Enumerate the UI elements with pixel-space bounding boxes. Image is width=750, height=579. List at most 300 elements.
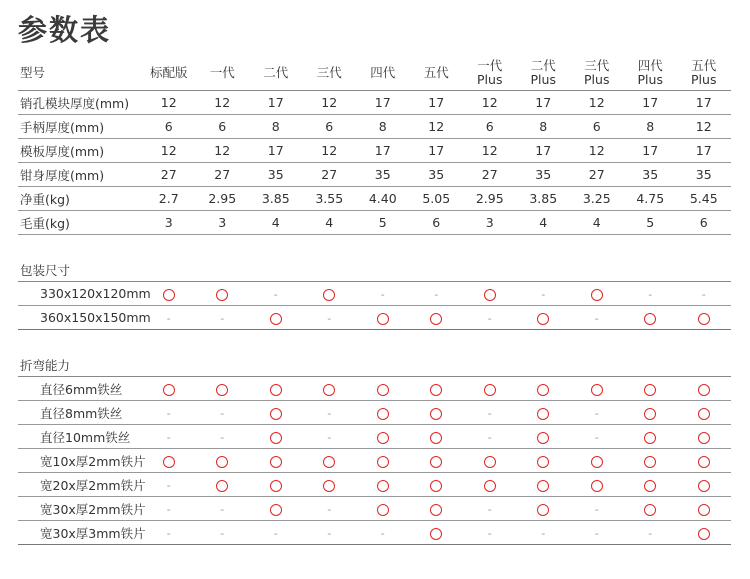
not-supported-dash: -: [220, 431, 225, 444]
supported-circle-icon: [377, 504, 389, 516]
not-supported-dash: -: [380, 288, 385, 301]
value-cell: 27: [303, 163, 357, 187]
supported-circle-icon: [377, 408, 389, 420]
value-cell: 17: [517, 91, 571, 115]
column-header: [356, 55, 410, 91]
column-header: [249, 55, 303, 91]
row-label: 直径6mm铁丝: [18, 377, 142, 401]
not-supported-dash: -: [327, 527, 332, 540]
mark-cell: [677, 497, 731, 521]
supported-circle-icon: [270, 408, 282, 420]
value-cell: 17: [624, 139, 678, 163]
column-header-line: Plus: [477, 71, 503, 87]
not-supported-dash: -: [594, 503, 599, 516]
value-cell: 4.75: [624, 187, 678, 211]
value-cell: 17: [249, 139, 303, 163]
mark-cell: [517, 473, 571, 497]
not-supported-dash: -: [594, 312, 599, 325]
supported-circle-icon: [537, 384, 549, 396]
value-cell: 12: [677, 115, 731, 139]
mark-cell: [570, 473, 624, 497]
not-supported-dash: -: [380, 527, 385, 540]
supported-circle-icon: [323, 289, 335, 301]
mark-cell: [196, 377, 250, 401]
mark-cell: [410, 282, 464, 306]
value-cell: 3: [463, 211, 517, 235]
value-cell: 17: [677, 139, 731, 163]
mark-cell: [463, 282, 517, 306]
mark-cell: [677, 449, 731, 473]
section-title: 包装尺寸: [18, 259, 731, 282]
value-cell: 35: [410, 163, 464, 187]
section-title-row: [18, 259, 731, 282]
mark-cell: [624, 449, 678, 473]
row-label: 净重(kg): [18, 187, 142, 211]
supported-circle-icon: [270, 480, 282, 492]
supported-circle-icon: [537, 480, 549, 492]
value-cell: 4: [303, 211, 357, 235]
supported-circle-icon: [537, 408, 549, 420]
mark-cell: [517, 377, 571, 401]
column-header-line: 标配版: [149, 64, 188, 80]
value-cell: 3.85: [517, 187, 571, 211]
supported-circle-icon: [644, 480, 656, 492]
value-cell: 6: [196, 115, 250, 139]
mark-cell: [196, 425, 250, 449]
row-label: 销孔模块厚度(mm): [18, 91, 142, 115]
value-cell: 35: [677, 163, 731, 187]
mark-cell: [410, 306, 464, 330]
column-header-line: Plus: [530, 71, 556, 87]
section-gap: [18, 235, 731, 260]
not-supported-dash: -: [220, 407, 225, 420]
value-cell: 6: [570, 115, 624, 139]
supported-circle-icon: [644, 504, 656, 516]
mark-cell: [303, 401, 357, 425]
capability-row: [18, 377, 731, 401]
value-cell: 5.05: [410, 187, 464, 211]
mark-cell: [196, 401, 250, 425]
value-cell: 8: [249, 115, 303, 139]
value-cell: 4: [517, 211, 571, 235]
row-label: 360x150x150mm: [18, 306, 142, 330]
supported-circle-icon: [644, 313, 656, 325]
column-header: [410, 55, 464, 91]
mark-cell: [410, 377, 464, 401]
value-cell: 27: [196, 163, 250, 187]
mark-cell: [410, 449, 464, 473]
supported-circle-icon: [430, 432, 442, 444]
spec-table: [18, 55, 731, 545]
column-header-line: 五代: [423, 64, 449, 80]
column-header-line: Plus: [637, 71, 663, 87]
page-title: 参数表: [18, 13, 112, 47]
not-supported-dash: -: [701, 288, 706, 301]
supported-circle-icon: [270, 456, 282, 468]
value-cell: 4.40: [356, 187, 410, 211]
mark-cell: [624, 473, 678, 497]
supported-circle-icon: [323, 384, 335, 396]
value-cell: 17: [624, 91, 678, 115]
mark-cell: [356, 377, 410, 401]
value-cell: 12: [463, 139, 517, 163]
value-cell: 12: [303, 139, 357, 163]
supported-circle-icon: [270, 432, 282, 444]
mark-cell: [570, 282, 624, 306]
mark-cell: [142, 449, 196, 473]
column-header: [196, 55, 250, 91]
spacer: [18, 330, 731, 355]
spec-row: [18, 91, 731, 115]
mark-cell: [303, 497, 357, 521]
spec-row: [18, 139, 731, 163]
value-cell: 12: [410, 115, 464, 139]
supported-circle-icon: [377, 456, 389, 468]
value-cell: 12: [303, 91, 357, 115]
supported-circle-icon: [270, 504, 282, 516]
supported-circle-icon: [591, 456, 603, 468]
column-header-line: 一代: [209, 64, 235, 80]
mark-cell: [249, 521, 303, 545]
value-cell: 12: [570, 91, 624, 115]
value-cell: 27: [570, 163, 624, 187]
supported-circle-icon: [377, 384, 389, 396]
value-cell: 8: [517, 115, 571, 139]
not-supported-dash: -: [487, 503, 492, 516]
mark-cell: [356, 521, 410, 545]
mark-cell: [463, 377, 517, 401]
section-gap: [18, 330, 731, 355]
mark-cell: [356, 497, 410, 521]
column-header-line: 二代: [530, 57, 556, 73]
mark-cell: [142, 377, 196, 401]
value-cell: 3.55: [303, 187, 357, 211]
mark-cell: [249, 282, 303, 306]
row-label: 宽30x厚2mm铁片: [18, 497, 142, 521]
mark-cell: [570, 425, 624, 449]
supported-circle-icon: [698, 432, 710, 444]
not-supported-dash: -: [487, 431, 492, 444]
mark-cell: [463, 306, 517, 330]
mark-cell: [196, 473, 250, 497]
mark-cell: [142, 425, 196, 449]
mark-cell: [249, 449, 303, 473]
not-supported-dash: -: [166, 503, 171, 516]
value-cell: 35: [356, 163, 410, 187]
mark-cell: [570, 306, 624, 330]
mark-cell: [356, 282, 410, 306]
mark-cell: [624, 521, 678, 545]
value-cell: 3.85: [249, 187, 303, 211]
mark-cell: [570, 401, 624, 425]
supported-circle-icon: [644, 408, 656, 420]
supported-circle-icon: [698, 504, 710, 516]
not-supported-dash: -: [648, 527, 653, 540]
mark-cell: [356, 306, 410, 330]
capability-row: [18, 425, 731, 449]
value-cell: 17: [410, 139, 464, 163]
mark-cell: [517, 401, 571, 425]
value-cell: 2.95: [196, 187, 250, 211]
spec-table-body: [18, 55, 731, 545]
mark-cell: [570, 497, 624, 521]
mark-cell: [356, 425, 410, 449]
not-supported-dash: -: [594, 407, 599, 420]
header-row: [18, 55, 731, 91]
value-cell: 17: [410, 91, 464, 115]
column-header: [142, 55, 196, 91]
mark-cell: [677, 401, 731, 425]
mark-cell: [142, 473, 196, 497]
supported-circle-icon: [430, 384, 442, 396]
supported-circle-icon: [698, 480, 710, 492]
supported-circle-icon: [537, 313, 549, 325]
supported-circle-icon: [377, 480, 389, 492]
mark-cell: [624, 377, 678, 401]
mark-cell: [517, 425, 571, 449]
mark-cell: [410, 425, 464, 449]
not-supported-dash: -: [220, 312, 225, 325]
row-label: 宽10x厚2mm铁片: [18, 449, 142, 473]
not-supported-dash: -: [594, 527, 599, 540]
mark-cell: [624, 282, 678, 306]
value-cell: 8: [624, 115, 678, 139]
supported-circle-icon: [591, 289, 603, 301]
supported-circle-icon: [163, 456, 175, 468]
supported-circle-icon: [377, 313, 389, 325]
not-supported-dash: -: [487, 407, 492, 420]
mark-cell: [677, 425, 731, 449]
mark-cell: [196, 306, 250, 330]
mark-cell: [249, 473, 303, 497]
row-label: 直径10mm铁丝: [18, 425, 142, 449]
capability-row: [18, 449, 731, 473]
value-cell: 27: [463, 163, 517, 187]
value-cell: 17: [677, 91, 731, 115]
value-cell: 17: [249, 91, 303, 115]
mark-cell: [463, 449, 517, 473]
row-label: 宽30x厚3mm铁片: [18, 521, 142, 545]
column-header-line: 四代: [370, 64, 396, 80]
row-label: 钳身厚度(mm): [18, 163, 142, 187]
not-supported-dash: -: [166, 407, 171, 420]
capability-row: [18, 497, 731, 521]
value-cell: 12: [142, 91, 196, 115]
capability-row: [18, 306, 731, 330]
column-header-line: Plus: [584, 71, 610, 87]
row-label: 宽20x厚2mm铁片: [18, 473, 142, 497]
spec-row: [18, 163, 731, 187]
value-cell: 8: [356, 115, 410, 139]
value-cell: 3: [142, 211, 196, 235]
not-supported-dash: -: [273, 527, 278, 540]
mark-cell: [463, 521, 517, 545]
mark-cell: [196, 521, 250, 545]
mark-cell: [517, 449, 571, 473]
column-header-line: 五代: [691, 57, 717, 73]
mark-cell: [517, 521, 571, 545]
mark-cell: [303, 449, 357, 473]
capability-row: [18, 521, 731, 545]
supported-circle-icon: [698, 384, 710, 396]
supported-circle-icon: [484, 456, 496, 468]
supported-circle-icon: [698, 408, 710, 420]
value-cell: 3: [196, 211, 250, 235]
row-label: 手柄厚度(mm): [18, 115, 142, 139]
supported-circle-icon: [698, 528, 710, 540]
column-header-line: Plus: [691, 71, 717, 87]
not-supported-dash: -: [648, 288, 653, 301]
mark-cell: [624, 306, 678, 330]
mark-cell: [517, 282, 571, 306]
mark-cell: [303, 521, 357, 545]
mark-cell: [303, 377, 357, 401]
not-supported-dash: -: [273, 288, 278, 301]
value-cell: 5: [356, 211, 410, 235]
supported-circle-icon: [270, 384, 282, 396]
section-title: 折弯能力: [18, 354, 731, 377]
mark-cell: [410, 473, 464, 497]
value-cell: 17: [356, 91, 410, 115]
supported-circle-icon: [644, 456, 656, 468]
not-supported-dash: -: [166, 431, 171, 444]
capability-row: [18, 473, 731, 497]
value-cell: 12: [463, 91, 517, 115]
supported-circle-icon: [591, 384, 603, 396]
supported-circle-icon: [591, 480, 603, 492]
spacer: [18, 235, 731, 260]
supported-circle-icon: [644, 432, 656, 444]
mark-cell: [196, 449, 250, 473]
supported-circle-icon: [216, 480, 228, 492]
column-header-line: 一代: [477, 57, 503, 73]
mark-cell: [517, 306, 571, 330]
supported-circle-icon: [377, 432, 389, 444]
supported-circle-icon: [537, 504, 549, 516]
mark-cell: [463, 497, 517, 521]
mark-cell: [303, 425, 357, 449]
supported-circle-icon: [484, 384, 496, 396]
not-supported-dash: -: [327, 312, 332, 325]
value-cell: 6: [410, 211, 464, 235]
supported-circle-icon: [698, 313, 710, 325]
mark-cell: [303, 306, 357, 330]
supported-circle-icon: [323, 480, 335, 492]
mark-cell: [463, 401, 517, 425]
mark-cell: [570, 521, 624, 545]
value-cell: 2.95: [463, 187, 517, 211]
supported-circle-icon: [430, 456, 442, 468]
spec-row: [18, 115, 731, 139]
value-cell: 6: [677, 211, 731, 235]
column-header-line: 四代: [637, 57, 663, 73]
supported-circle-icon: [698, 456, 710, 468]
supported-circle-icon: [430, 504, 442, 516]
not-supported-dash: -: [541, 288, 546, 301]
mark-cell: [463, 425, 517, 449]
value-cell: 5.45: [677, 187, 731, 211]
value-cell: 2.7: [142, 187, 196, 211]
supported-circle-icon: [537, 456, 549, 468]
mark-cell: [142, 497, 196, 521]
column-header: [677, 55, 731, 91]
not-supported-dash: -: [327, 407, 332, 420]
mark-cell: [196, 282, 250, 306]
value-cell: 17: [356, 139, 410, 163]
mark-cell: [249, 377, 303, 401]
value-cell: 12: [196, 91, 250, 115]
not-supported-dash: -: [166, 527, 171, 540]
mark-cell: [570, 449, 624, 473]
spec-row: [18, 211, 731, 235]
supported-circle-icon: [430, 528, 442, 540]
value-cell: 6: [463, 115, 517, 139]
mark-cell: [142, 521, 196, 545]
value-cell: 35: [249, 163, 303, 187]
mark-cell: [570, 377, 624, 401]
not-supported-dash: -: [487, 312, 492, 325]
column-header: [303, 55, 357, 91]
row-label: 毛重(kg): [18, 211, 142, 235]
column-header-line: 三代: [584, 57, 610, 73]
supported-circle-icon: [270, 313, 282, 325]
mark-cell: [303, 473, 357, 497]
mark-cell: [196, 497, 250, 521]
mark-cell: [677, 377, 731, 401]
supported-circle-icon: [644, 384, 656, 396]
column-header: [517, 55, 571, 91]
not-supported-dash: -: [594, 431, 599, 444]
mark-cell: [249, 497, 303, 521]
supported-circle-icon: [216, 384, 228, 396]
not-supported-dash: -: [541, 527, 546, 540]
column-header: [624, 55, 678, 91]
mark-cell: [410, 497, 464, 521]
supported-circle-icon: [430, 408, 442, 420]
value-cell: 5: [624, 211, 678, 235]
row-label: 直径8mm铁丝: [18, 401, 142, 425]
column-header: [570, 55, 624, 91]
value-cell: 12: [570, 139, 624, 163]
column-header-line: 三代: [316, 64, 342, 80]
not-supported-dash: -: [487, 527, 492, 540]
section-title-row: [18, 354, 731, 377]
not-supported-dash: -: [434, 288, 439, 301]
mark-cell: [249, 306, 303, 330]
column-header-line: 二代: [263, 64, 289, 80]
supported-circle-icon: [216, 289, 228, 301]
value-cell: 6: [142, 115, 196, 139]
mark-cell: [517, 497, 571, 521]
row-label: 330x120x120mm: [18, 282, 142, 306]
mark-cell: [303, 282, 357, 306]
mark-cell: [249, 425, 303, 449]
mark-cell: [677, 521, 731, 545]
mark-cell: [356, 449, 410, 473]
not-supported-dash: -: [327, 503, 332, 516]
mark-cell: [249, 401, 303, 425]
value-cell: 17: [517, 139, 571, 163]
not-supported-dash: -: [220, 503, 225, 516]
not-supported-dash: -: [166, 312, 171, 325]
capability-row: [18, 401, 731, 425]
spec-row: [18, 187, 731, 211]
mark-cell: [677, 282, 731, 306]
value-cell: 4: [570, 211, 624, 235]
supported-circle-icon: [163, 384, 175, 396]
value-cell: 6: [303, 115, 357, 139]
row-label: 模板厚度(mm): [18, 139, 142, 163]
